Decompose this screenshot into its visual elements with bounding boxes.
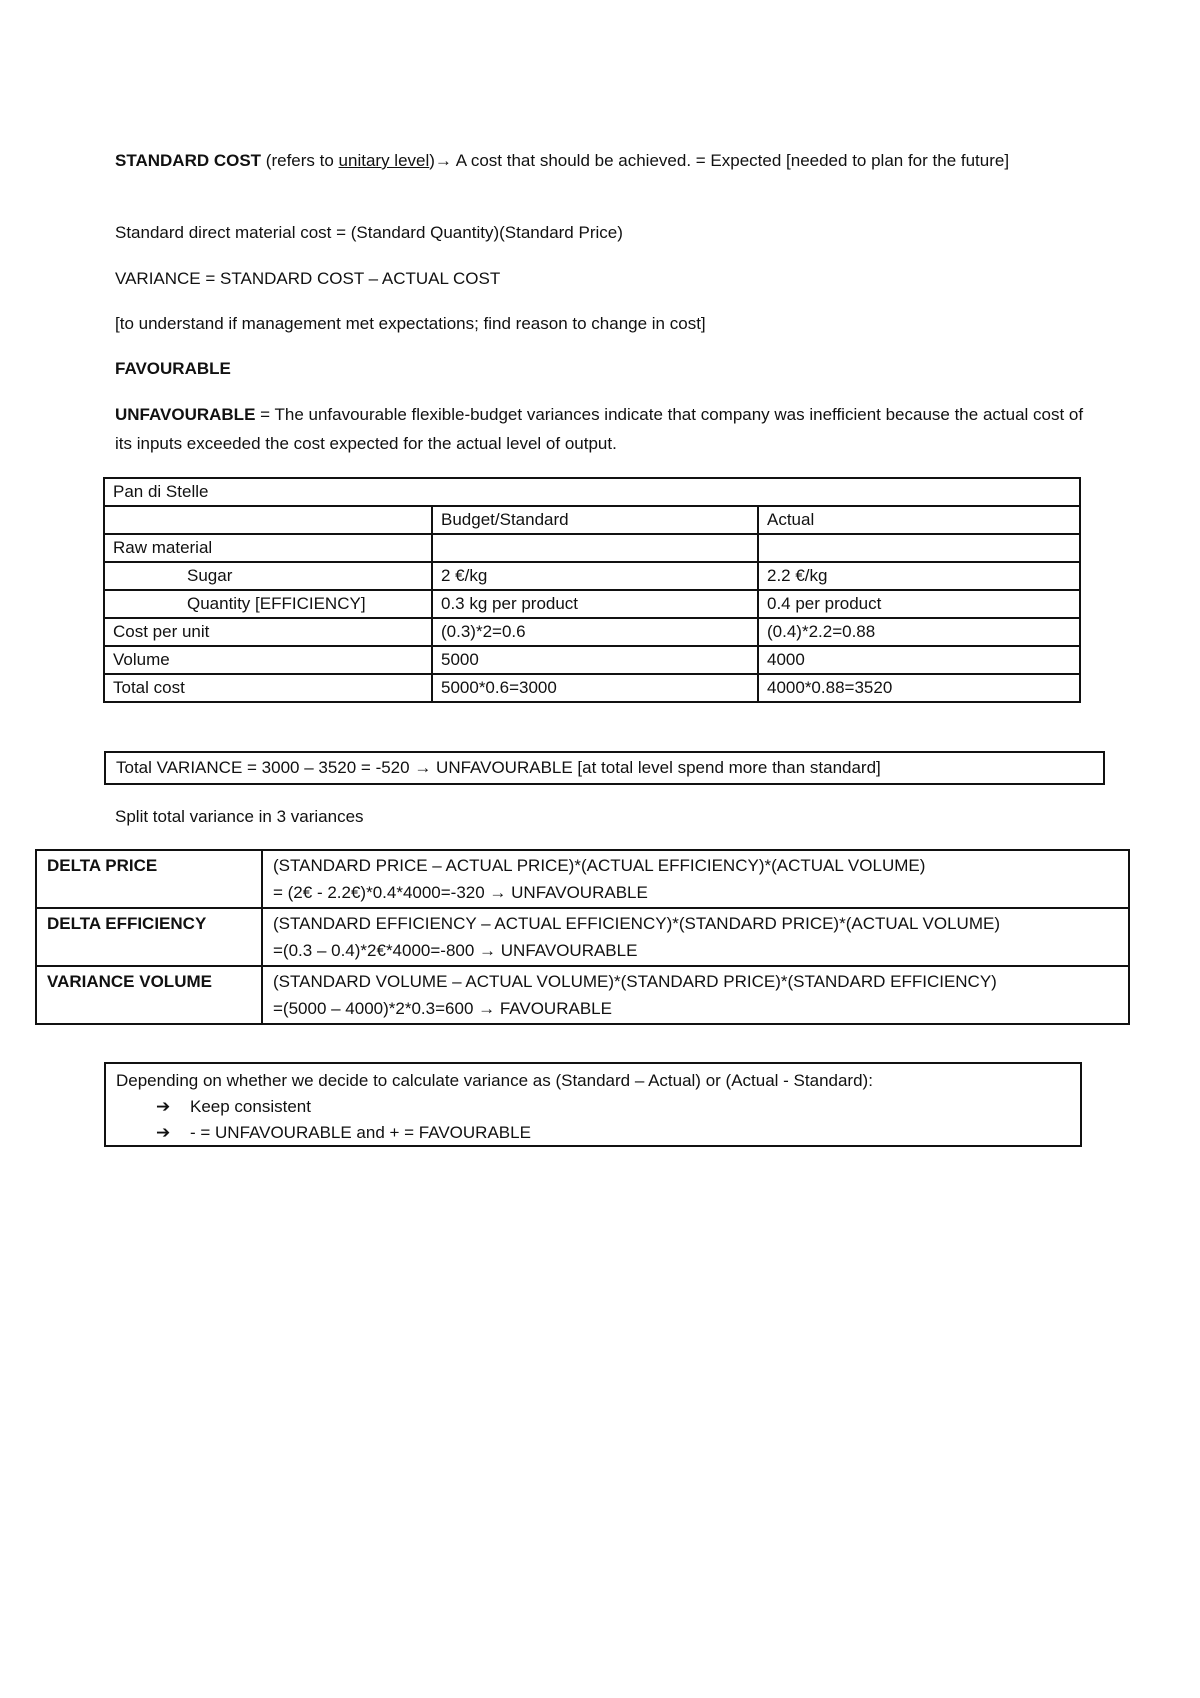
row-label: Volume — [104, 646, 432, 674]
table-row — [36, 966, 1129, 1024]
standard-cost-label: STANDARD COST — [115, 151, 262, 170]
arrow-right-icon: ➔ — [156, 1123, 171, 1142]
consistency-note-box — [104, 1062, 1082, 1147]
row-label: Raw material — [104, 534, 432, 562]
cost-table-title: Pan di Stelle — [104, 478, 1080, 506]
variance-calc: =(0.3 – 0.4)*2€*4000=-800 → UNFAVOURABLE — [273, 941, 638, 960]
variance-calc: =(5000 – 4000)*2*0.3=600 → FAVOURABLE — [273, 999, 612, 1018]
row-label: Sugar — [104, 562, 432, 590]
cost-table-title-row — [104, 478, 1080, 506]
cost-table-header-blank — [104, 506, 432, 534]
total-variance-box: Total VARIANCE = 3000 – 3520 = -520 → UNFAVOURABLE [at total level spend more than standard] — [104, 751, 1105, 785]
cost-table — [103, 477, 1081, 703]
variance-formula: (STANDARD VOLUME – ACTUAL VOLUME)*(STANDARD PRICE)*(STANDARD EFFICIENCY) — [273, 972, 997, 991]
row-standard: 2 €/kg — [432, 562, 758, 590]
table-row — [104, 534, 1080, 562]
variance-label: DELTA EFFICIENCY — [36, 908, 262, 966]
variance-formula: (STANDARD PRICE – ACTUAL PRICE)*(ACTUAL EFFICIENCY)*(ACTUAL VOLUME) — [273, 856, 926, 875]
row-standard: 0.3 kg per product — [432, 590, 758, 618]
table-row — [36, 908, 1129, 966]
row-actual — [758, 534, 1080, 562]
table-row — [104, 646, 1080, 674]
list-item — [116, 1120, 1070, 1146]
unitary-level-text: unitary level — [338, 151, 430, 170]
arrow-right-icon: ➔ — [156, 1097, 171, 1116]
row-label: Total cost — [104, 674, 432, 702]
table-row — [104, 562, 1080, 590]
variance-content — [262, 850, 1129, 908]
table-row — [104, 674, 1080, 702]
note-bullet-text: Keep consistent — [190, 1097, 311, 1116]
table-row — [104, 590, 1080, 618]
list-item — [116, 1094, 1070, 1120]
row-standard: 5000 — [432, 646, 758, 674]
cost-table-header-actual: Actual — [758, 506, 1080, 534]
row-actual: 4000*0.88=3520 — [758, 674, 1080, 702]
variance-content — [262, 966, 1129, 1024]
variance-formula-line: VARIANCE = STANDARD COST – ACTUAL COST — [115, 269, 501, 288]
variance-content — [262, 908, 1129, 966]
row-actual: 4000 — [758, 646, 1080, 674]
unfavourable-text: = The unfavourable flexible-budget variances indicate that company was inefficient because the actual cost of its inputs exceeded the cost expected for the actual level of output. — [115, 405, 1084, 453]
favourable-heading — [115, 354, 1095, 383]
variance-table — [35, 849, 1130, 1025]
row-label: Cost per unit — [104, 618, 432, 646]
favourable-label: FAVOURABLE — [115, 359, 231, 378]
row-standard: 5000*0.6=3000 — [432, 674, 758, 702]
table-row — [104, 618, 1080, 646]
cost-table-header-row — [104, 506, 1080, 534]
cost-table-header-standard: Budget/Standard — [432, 506, 758, 534]
table-row — [36, 850, 1129, 908]
row-standard — [432, 534, 758, 562]
row-label: Quantity [EFFICIENCY] — [104, 590, 432, 618]
direct-material-line: Standard direct material cost = (Standard Quantity)(Standard Price) — [115, 223, 623, 242]
unfavourable-label: UNFAVOURABLE — [115, 405, 256, 424]
variance-formula: (STANDARD EFFICIENCY – ACTUAL EFFICIENCY)*(STANDARD PRICE)*(ACTUAL VOLUME) — [273, 914, 1000, 933]
standard-cost-paragraph — [115, 146, 1095, 175]
standard-cost-pre: (refers to — [261, 151, 339, 170]
row-actual: 2.2 €/kg — [758, 562, 1080, 590]
row-standard: (0.3)*2=0.6 — [432, 618, 758, 646]
variance-label: VARIANCE VOLUME — [36, 966, 262, 1024]
unfavourable-paragraph — [115, 400, 1095, 458]
variance-label: DELTA PRICE — [36, 850, 262, 908]
purpose-line: [to understand if management met expectations; find reason to change in cost] — [115, 314, 706, 333]
row-actual: 0.4 per product — [758, 590, 1080, 618]
note-heading: Depending on whether we decide to calculate variance as (Standard – Actual) or (Actual - Standard): — [116, 1071, 873, 1090]
variance-calc: = (2€ - 2.2€)*0.4*4000=-320 → UNFAVOURABLE — [273, 883, 648, 902]
note-bullet-text: - = UNFAVOURABLE and + = FAVOURABLE — [190, 1123, 531, 1142]
standard-cost-post: )→ A cost that should be achieved. = Expected [needed to plan for the future] — [429, 151, 1010, 170]
split-heading: Split total variance in 3 variances — [115, 807, 364, 826]
row-actual: (0.4)*2.2=0.88 — [758, 618, 1080, 646]
